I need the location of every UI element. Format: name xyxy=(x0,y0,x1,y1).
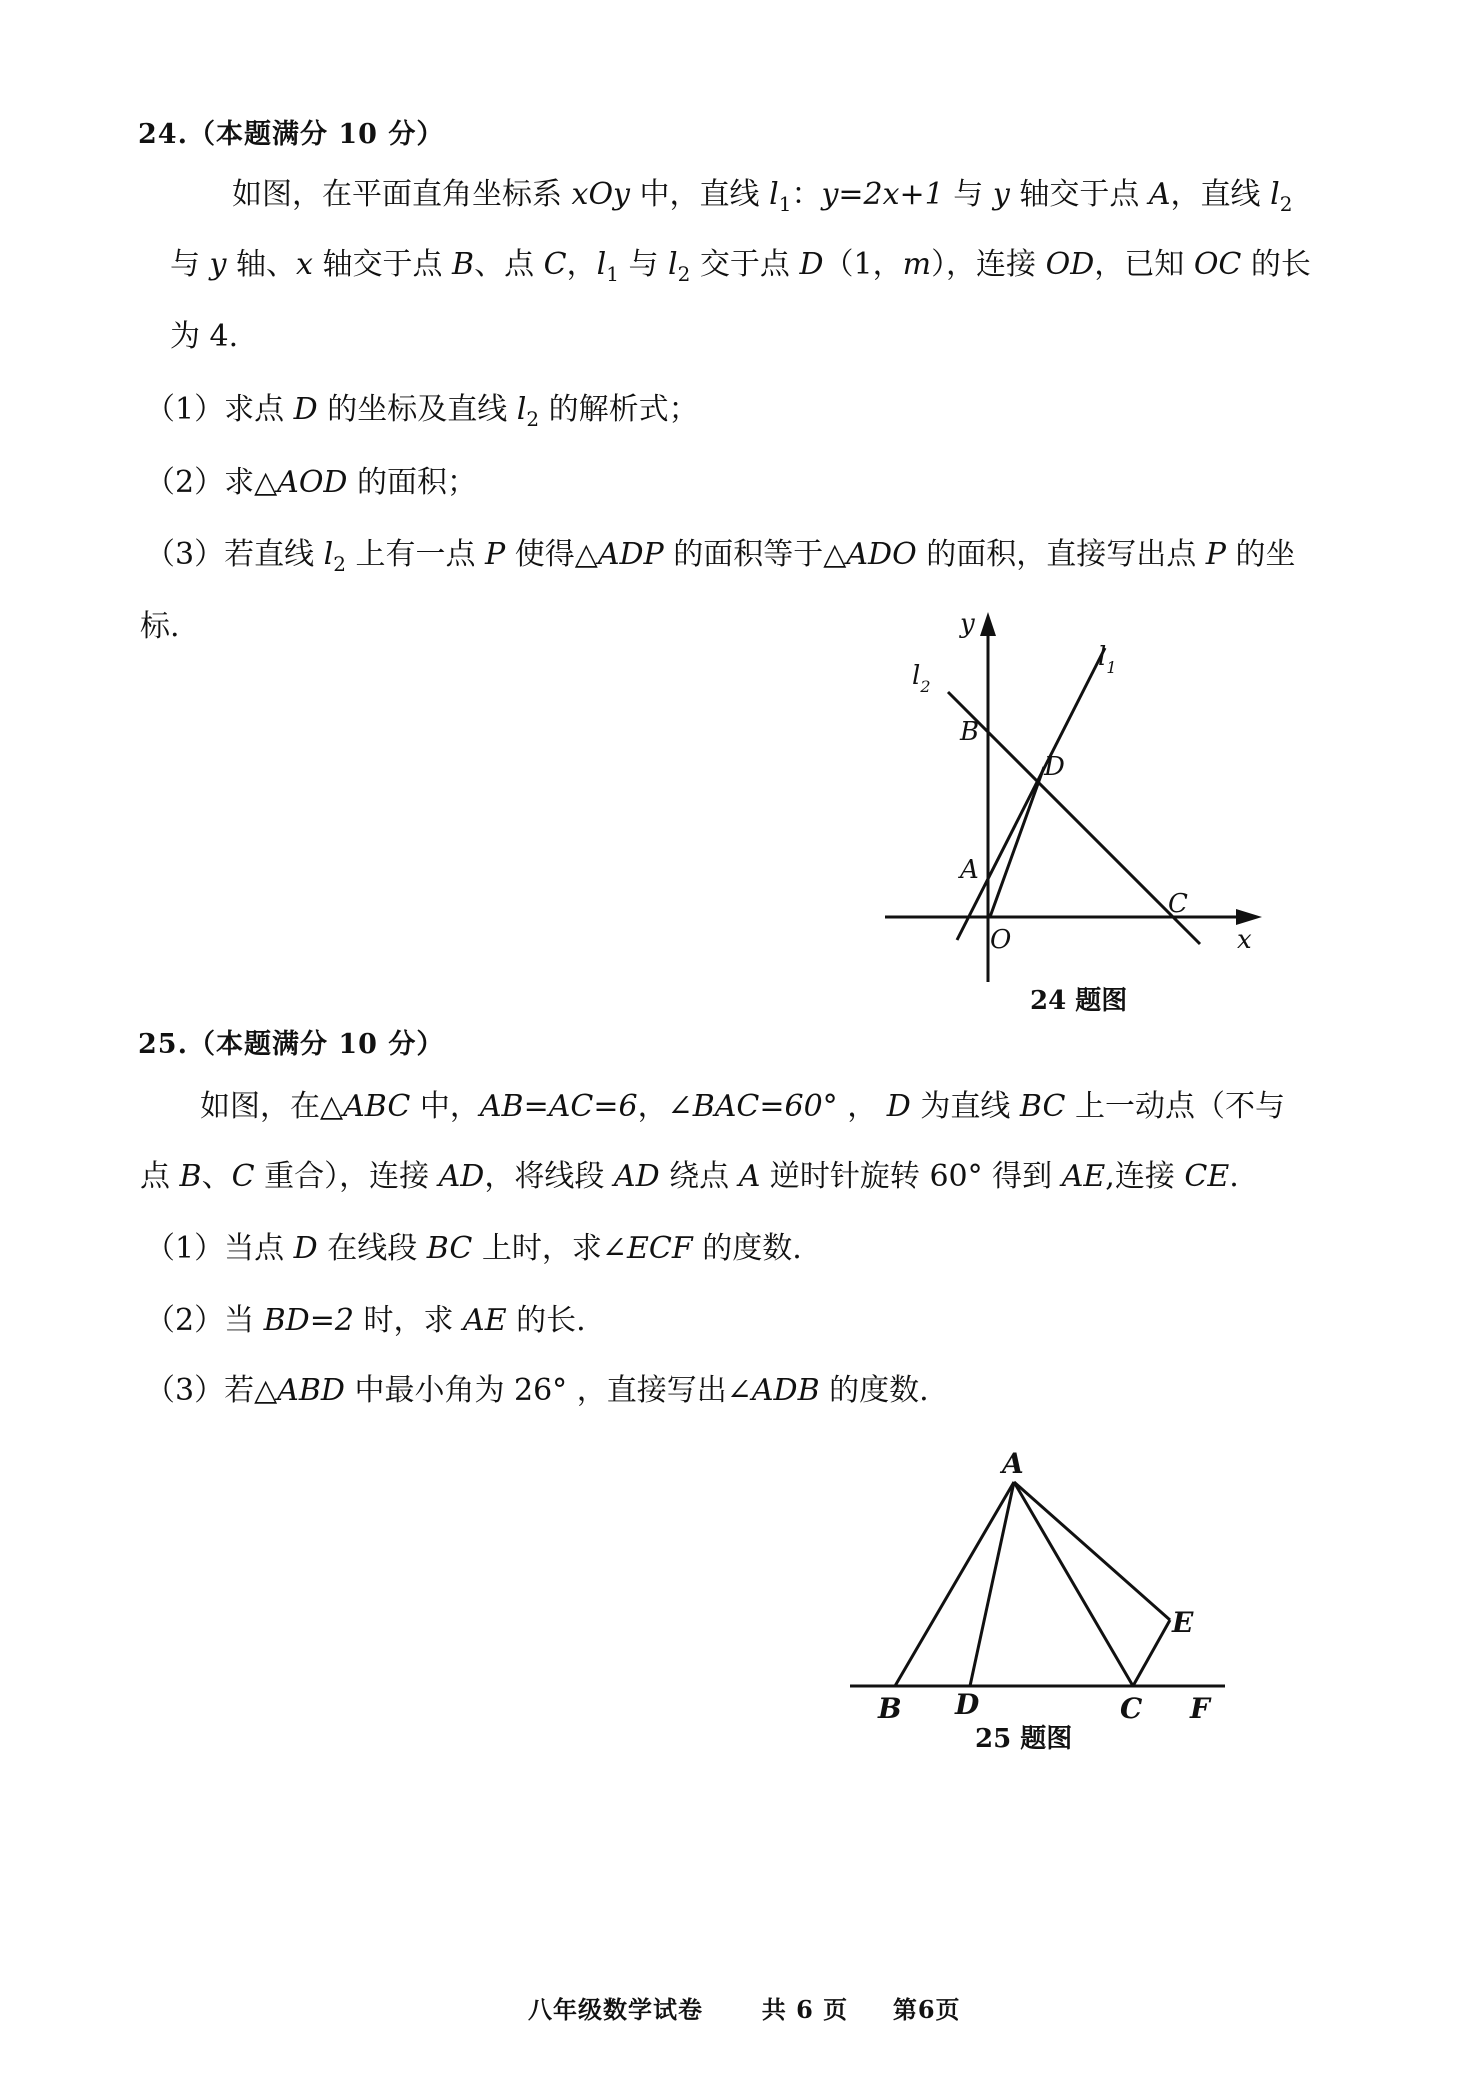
q24-heading: 24.（本题满分 10 分） xyxy=(138,119,445,150)
x-label: x xyxy=(1237,925,1252,955)
point-E-label: E xyxy=(1172,1606,1194,1639)
q24-part2: （2）求△AOD 的面积； xyxy=(145,465,478,500)
segment-AE xyxy=(1014,1482,1170,1620)
q25-intro-line2: 点 B、C 重合），连接 AD，将线段 AD 绕点 A 逆时针旋转 60° 得到 AE,连接 CE. xyxy=(140,1159,1239,1194)
point-B-label: B xyxy=(960,717,980,747)
l1-label: $l_1$ xyxy=(1098,642,1117,677)
page-footer xyxy=(528,1990,961,2025)
q25-part2: （2）当 BD=2 时，求 AE 的长. xyxy=(145,1303,586,1338)
q24-part1: （1）求点 D 的坐标及直线 $l_2$ 的解析式； xyxy=(145,392,699,431)
footer-page-number: 第6页 xyxy=(892,1995,961,2024)
segment-CE xyxy=(1133,1620,1170,1686)
point-O-label: O xyxy=(990,925,1012,955)
segment-AC xyxy=(1014,1482,1133,1686)
l2-label: $l_2$ xyxy=(912,661,931,696)
q24-intro-line2: 与 y 轴、x 轴交于点 B、点 C，$l_1$ 与 $l_2$ 交于点 D（1，m），连接 OD，已知 OC 的长 xyxy=(170,247,1311,286)
q25-figure-caption: 25 题图 xyxy=(975,1724,1073,1754)
point-B-label: B xyxy=(878,1692,902,1725)
q24-figure-caption: 24 题图 xyxy=(1030,986,1128,1016)
point-D-label: D xyxy=(1044,752,1065,782)
point-C-label: C xyxy=(1120,1692,1143,1725)
q25-part3: （3）若△ABD 中最小角为 26° ，直接写出∠ADB 的度数. xyxy=(145,1373,929,1408)
y-label: y xyxy=(960,609,975,639)
segment-AB xyxy=(895,1482,1014,1686)
q24-part3-line2: 标. xyxy=(140,609,180,644)
q25-heading: 25.（本题满分 10 分） xyxy=(138,1029,445,1060)
point-A-label: A xyxy=(960,855,979,885)
point-D-label: D xyxy=(955,1688,980,1721)
point-A-label: A xyxy=(1002,1447,1024,1480)
segment-AD xyxy=(970,1482,1014,1686)
footer-total-pages: 共 6 页 xyxy=(761,1995,849,2024)
q24-part3-line1: （3）若直线 $l_2$ 上有一点 P 使得△ADP 的面积等于△ADO 的面积，直接写出点 P 的坐 xyxy=(145,537,1296,576)
point-F-label: F xyxy=(1190,1692,1210,1725)
q24-intro-line3: 为 4. xyxy=(170,319,239,354)
q25-intro-line1: 如图，在△ABC 中，AB=AC=6，∠BAC=60° ， D 为直线 BC 上一动点（不与 xyxy=(200,1089,1286,1124)
point-C-label: C xyxy=(1168,889,1188,919)
q24-intro-line1: 如图，在平面直角坐标系 xOy 中，直线 $l_1$：y=2x+1 与 y 轴交于点 A，直线 $l_2$ xyxy=(232,177,1293,216)
q25-part1: （1）当点 D 在线段 BC 上时，求∠ECF 的度数. xyxy=(145,1231,802,1266)
footer-title: 八年级数学试卷 xyxy=(528,1995,703,2024)
